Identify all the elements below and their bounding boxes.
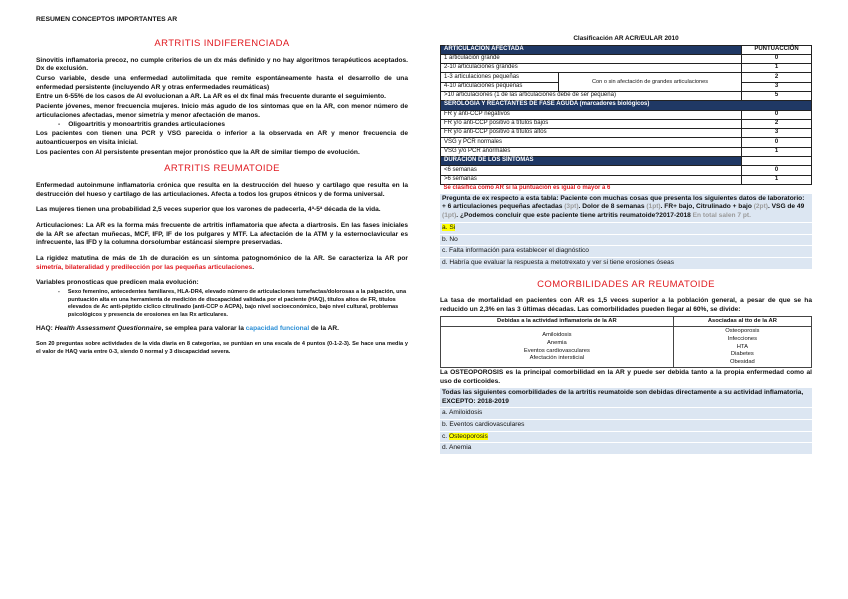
table-header: DURACIÓN DE LOS SÍNTOMAS (441, 157, 812, 166)
question-1: Pregunta de ex respecto a esta tabla: Paciente con muchas cosas que presenta los siguientes datos de laboratorio: + 6 articulaciones pequeñas afectadas (3pt). Dolor de 8 semanas (1pt). FR+ bajo, Citrulinado + bajo (2pt). VSG de 49 (1pt). ¿Podemos concluir que este paciente tiene artritis reumatoide?2017-2018 En total salen 7 pt. (440, 194, 812, 222)
paragraph: Curso variable, desde una enfermedad autolimitada que remite espontáneamente hasta el desarrollo de una enfermedad persistente (incluyendo AR y otras enfermedades reumáticas) (36, 74, 408, 91)
table-row: 1 articulación grande 0 (441, 54, 812, 63)
document-title: RESUMEN CONCEPTOS IMPORTANTES AR (36, 16, 178, 23)
table-row: 1-3 articulaciones pequeñas Con o sin afectación de grandes articulaciones 2 (441, 73, 812, 82)
table-note: Se clasifica como AR si la puntuación es igual o mayor a 6 (443, 185, 611, 192)
answer-option-c: c. Falta información para establecer el diagnóstico (440, 246, 812, 257)
bullet-dash: - (58, 121, 61, 129)
answer-option-c: c. Osteoporosis (440, 432, 812, 443)
question-2: Todas las siguientes comorbilidades de la artritis reumatoide son debidas directamente a su actividad inflamatoria, EXCEPTO: 2018-2019 (440, 388, 812, 407)
paragraph: Variables pronosticas que predicen mala evolución: (36, 279, 199, 287)
table-row: 2-10 articulaciones grandes 1 (441, 64, 812, 73)
table-caption: Clasificación AR ACR/EULAR 2010 (573, 35, 679, 43)
table-row: VSG y/o PCR anormales 1 (441, 147, 812, 156)
paragraph: Las mujeres tienen una probabilidad 2,5 veces superior que los varones de padecerla, 4ª-5ª década de la vida. (36, 206, 381, 214)
answer-option-b: b. No (440, 235, 812, 246)
table-row: 4-10 articulaciones pequeñas 3 (441, 82, 812, 91)
table-row: FR y anti-CCP negativos 0 (441, 110, 812, 119)
bullet-item (36, 289, 408, 319)
answer-option-d: d. Habría que evaluar la respuesta a metotrexato y ver si tiene erosiones óseas (440, 258, 812, 269)
answer-option-b: b. Eventos cardiovasculares (440, 420, 812, 431)
highlight-text: simetría, bilateralidad y predilección por las pequeñas articulaciones (36, 263, 253, 271)
table-row: >6 semanas 1 (441, 175, 812, 184)
answer-option-a: a. Si (440, 223, 812, 234)
paragraph: Los pacientes con AI persistente presentan mejor pronóstico que la AR de similar tiempo de evolución. (36, 148, 360, 156)
bullet-text: Oligoartritis y monoartritis grandes articulaciones (68, 121, 226, 129)
paragraph: Son 20 preguntas sobre actividades de la vida diaria en 8 categorías, se puntúan en una escala de 4 puntos (0-1-2-3). Se hace una media y el valor de HAQ varía entre 0-3, siendo 0 normal y 3 discapacidad severa. (36, 341, 408, 355)
comorbidities-table (440, 316, 812, 369)
bullet-item (36, 121, 408, 130)
paragraph: Sinovitis inflamatoria precoz, no cumple criterios de un dx más definido y no hay algoritmos terapéuticos aceptados. Dx de exclusión. (36, 56, 408, 73)
table-header: SEROLOGIA Y REACTANTES DE FASE AGUDA (marcadores biológicos) (441, 101, 812, 110)
section-title-artritis-reumatoide: ARTRITIS REUMATOIDE (164, 163, 280, 175)
bullet-text: Sexo femenino, antecedentes familiares, HLA-DR4, elevado número de articulaciones tumefactas/dolorosas a la palpación, una puntuación alta en una herramienta de medición de discapacidad validada por el paciente (HAQ), títulos altos de FR, títulos elevados de Ac anti-péptido cíclico citrulinado (anti-CCP o ACPA), bajo nivel socioeconómico, bajo nivel cultural, problemas psicológicos y presencia de erosiones en las Rx articulares. (67, 289, 407, 318)
paragraph-haq: HAQ: Health Assessment Questionnaire, se emplea para valorar la capacidad funcional de la AR. (36, 325, 339, 333)
link-text: capacidad funcional (245, 325, 310, 333)
table-row: FR y/o anti-CCP positivo a títulos bajos 2 (441, 119, 812, 128)
table-row: VSG y PCR normales 0 (441, 138, 812, 147)
table-row: <6 semanas 0 (441, 166, 812, 175)
table-header: Debidas a la actividad inflamatoria de la AR Asociadas al tto de la AR (441, 316, 812, 327)
bullet-dash: - (58, 289, 60, 296)
answer-option-a: a. Amiloidosis (440, 408, 812, 419)
paragraph: Paciente jóvenes, menor frecuencia mujeres. Inicio más agudo de los síntomas que en la AR, con menor número de articulaciones afectadas, menor simetría y menor afectación de manos. (36, 103, 408, 119)
paragraph: Entre un 6-55% de los casos de AI evolucionan a AR. La AR es el dx final más frecuente durante el seguimiento. (36, 93, 386, 101)
paragraph: La tasa de mortalidad en pacientes con AR es 1,5 veces superior a la población general, a pesar de que se ha reducido un 2,3% en las 3 últimas décadas. Las comorbilidades pueden llegar al 60%, se divide: (440, 297, 812, 313)
paragraph: La OSTEOPOROSIS es la principal comorbilidad en la AR y puede ser debida tanto a la propia enfermedad como al uso de corticoides. (440, 369, 812, 386)
section-title-comorbilidades: COMORBILIDADES AR REUMATOIDE (537, 278, 715, 290)
right-column (440, 34, 812, 454)
table-row: FR y/o anti-CCP positivo a títulos altos 3 (441, 129, 812, 138)
table-row: Amiloidosis Anemia Eventos cardiovasculares Afectación intersticial Osteoporosis Infecciones HTA Diabetes Obesidad (441, 327, 812, 368)
paragraph: Los pacientes con tienen una PCR y VSG parecida o inferior a la observada en AR y menor frecuencia de autoanticuerpos en visita inicial. (36, 130, 408, 146)
left-column (36, 34, 408, 357)
paragraph: Enfermedad autoinmune inflamatoria crónica que resulta en la destrucción del hueso y cartílago que resulta en la destrucción del hueso y cartílago de las articulaciones. Afecta a todos los grupos étnicos y de forma universal. (36, 181, 408, 198)
paragraph-rigidez: La rigidez matutina de más de 1h de duración es un síntoma patognomónico de la AR. Se caracteriza la AR por simetría, bilateralidad y predilección por las pequeñas articulaciones. (36, 255, 408, 271)
table-row: >10 articulaciones (1 de las articulaciones debe de ser pequeña) 5 (441, 91, 812, 100)
section-title-artritis-indiferenciada: ARTRITIS INDIFERENCIADA (154, 38, 290, 49)
answer-option-d: d. Anemia (440, 443, 812, 454)
acr-eular-table (440, 34, 812, 194)
paragraph: Articulaciones: La AR es la forma más frecuente de artritis inflamatoria que afecta a diartrosis. En las fases iniciales de la AR se afectan muñecas, MCF, IFP, IF de los pulgares y MTF. La afectación de la ATM y la esternoclavicular es infrecuente, las IFD y la columna dorsolumbar estáncasi siempre preservadas. (36, 221, 408, 247)
table-header: ARTICULACIÓN AFECTADA PUNTUACCIÓN (441, 45, 812, 54)
